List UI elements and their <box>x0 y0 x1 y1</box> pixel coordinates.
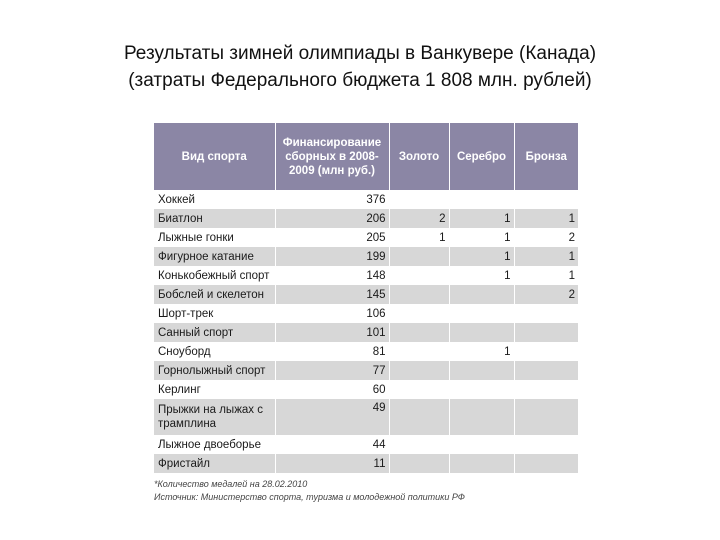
cell-gold <box>389 304 449 323</box>
cell-silver <box>449 380 514 399</box>
cell-funding: 199 <box>275 247 389 266</box>
cell-funding: 81 <box>275 342 389 361</box>
cell-silver <box>449 435 514 454</box>
cell-funding: 148 <box>275 266 389 285</box>
table-row <box>154 342 578 361</box>
header-funding: Финансирование сборных в 2008-2009 (млн руб.) <box>275 123 389 190</box>
table-row <box>154 247 578 266</box>
footnote <box>154 478 578 504</box>
cell-bronze <box>514 342 578 361</box>
table-row <box>154 209 578 228</box>
cell-silver: 1 <box>449 266 514 285</box>
cell-gold <box>389 342 449 361</box>
cell-bronze <box>514 323 578 342</box>
cell-gold: 2 <box>389 209 449 228</box>
cell-sport: Сноуборд <box>154 342 275 361</box>
cell-funding: 11 <box>275 454 389 473</box>
cell-silver: 1 <box>449 247 514 266</box>
cell-gold <box>389 247 449 266</box>
cell-gold: 1 <box>389 228 449 247</box>
cell-sport: Конькобежный спорт <box>154 266 275 285</box>
cell-funding: 60 <box>275 380 389 399</box>
cell-gold <box>389 380 449 399</box>
cell-silver: 1 <box>449 228 514 247</box>
cell-sport: Хоккей <box>154 190 275 209</box>
cell-funding: 77 <box>275 361 389 380</box>
cell-bronze: 1 <box>514 266 578 285</box>
cell-gold <box>389 435 449 454</box>
header-silver: Серебро <box>449 123 514 190</box>
cell-funding: 44 <box>275 435 389 454</box>
header-gold: Золото <box>389 123 449 190</box>
header-sport: Вид спорта <box>154 123 275 190</box>
cell-bronze <box>514 304 578 323</box>
cell-sport: Горнолыжный спорт <box>154 361 275 380</box>
footnote-source: Источник: Министерство спорта, туризма и молодежной политики РФ <box>154 492 465 502</box>
cell-gold <box>389 190 449 209</box>
header-bronze: Бронза <box>514 123 578 190</box>
cell-gold <box>389 323 449 342</box>
cell-silver: 1 <box>449 209 514 228</box>
cell-silver <box>449 361 514 380</box>
cell-silver <box>449 323 514 342</box>
cell-bronze <box>514 361 578 380</box>
table-row <box>154 190 578 209</box>
cell-bronze <box>514 190 578 209</box>
cell-silver <box>449 190 514 209</box>
cell-silver <box>449 304 514 323</box>
cell-silver <box>449 399 514 435</box>
cell-sport: Прыжки на лыжах с трамплина <box>154 399 275 435</box>
table-row <box>154 454 578 473</box>
cell-sport: Бобслей и скелетон <box>154 285 275 304</box>
cell-gold <box>389 266 449 285</box>
cell-silver <box>449 285 514 304</box>
cell-gold <box>389 361 449 380</box>
cell-sport: Лыжное двоеборье <box>154 435 275 454</box>
table-row <box>154 266 578 285</box>
cell-sport: Керлинг <box>154 380 275 399</box>
cell-gold <box>389 399 449 435</box>
table-row <box>154 380 578 399</box>
cell-funding: 49 <box>275 399 389 435</box>
cell-sport: Фристайл <box>154 454 275 473</box>
cell-sport: Шорт-трек <box>154 304 275 323</box>
cell-bronze: 2 <box>514 285 578 304</box>
table-row <box>154 435 578 454</box>
cell-sport: Лыжные гонки <box>154 228 275 247</box>
medals-table-container <box>154 123 578 473</box>
cell-bronze <box>514 380 578 399</box>
cell-sport: Санный спорт <box>154 323 275 342</box>
medals-funding-table <box>154 123 578 473</box>
cell-silver: 1 <box>449 342 514 361</box>
cell-funding: 205 <box>275 228 389 247</box>
cell-gold <box>389 454 449 473</box>
cell-funding: 106 <box>275 304 389 323</box>
title-line-1: Результаты зимней олимпиады в Ванкувере (Канада) <box>123 43 597 64</box>
cell-funding: 145 <box>275 285 389 304</box>
cell-funding: 101 <box>275 323 389 342</box>
cell-gold <box>389 285 449 304</box>
cell-sport: Фигурное катание <box>154 247 275 266</box>
cell-silver <box>449 454 514 473</box>
cell-funding: 376 <box>275 190 389 209</box>
cell-bronze <box>514 399 578 435</box>
cell-sport: Биатлон <box>154 209 275 228</box>
slide-title <box>0 40 720 94</box>
cell-funding: 206 <box>275 209 389 228</box>
table-row <box>154 399 578 435</box>
cell-bronze: 2 <box>514 228 578 247</box>
table-row <box>154 361 578 380</box>
table-row <box>154 304 578 323</box>
cell-bronze <box>514 454 578 473</box>
cell-bronze: 1 <box>514 209 578 228</box>
table-row <box>154 323 578 342</box>
table-row <box>154 228 578 247</box>
footnote-medal-date: *Количество медалей на 28.02.2010 <box>154 479 308 489</box>
title-line-2: (затраты Федерального бюджета 1 808 млн. рублей) <box>128 70 592 91</box>
cell-bronze <box>514 435 578 454</box>
table-header-row <box>154 123 578 190</box>
table-row <box>154 285 578 304</box>
cell-bronze: 1 <box>514 247 578 266</box>
